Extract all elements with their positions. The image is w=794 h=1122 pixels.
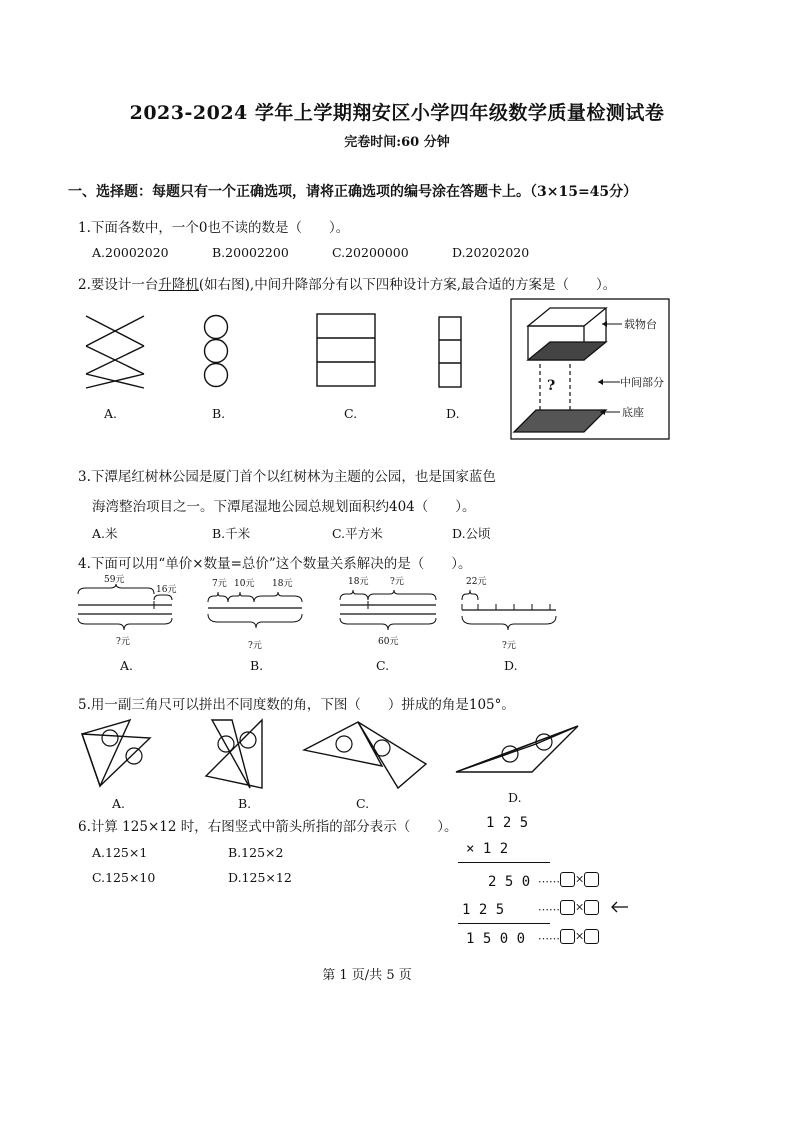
blank-box[interactable] [584, 929, 599, 944]
section-1-heading: 一、选择题：每题只有一个正确选项，请将正确选项的编号涂在答题卡上。（3×15=45分） [68, 184, 638, 200]
q2-label-b[interactable]: B. [212, 406, 226, 421]
q4-label-d[interactable]: D. [504, 658, 518, 673]
q4-label-c[interactable]: C. [376, 658, 390, 673]
q3-option-c[interactable]: C.平方米 [332, 526, 383, 541]
blank-box[interactable] [560, 929, 575, 944]
q2-label-a[interactable]: A. [104, 406, 118, 421]
q3-option-a[interactable]: A.米 [92, 526, 118, 541]
q6-stem: 6.计算 125×12 时，右图竖式中箭头所指的部分表示（ ）。 [78, 819, 458, 835]
q4-c-t1: 18元 [348, 577, 369, 587]
q4-a-bottom: ?元 [116, 637, 130, 647]
times-sign: × [575, 872, 585, 886]
q4-b-t1: 7元 [212, 579, 227, 589]
q4-b-t3: 18元 [272, 579, 293, 589]
q4-diagram-d [458, 572, 562, 656]
q6-option-c[interactable]: C.125×10 [92, 870, 156, 885]
q2-label-d[interactable]: D. [446, 406, 460, 421]
q2-figure-b [200, 315, 234, 389]
q2-figure-question: ? [547, 378, 556, 394]
q4-diagram-b [206, 572, 310, 656]
q2-figure-d [438, 316, 464, 390]
q2-stem-underlined: 升降机 [158, 277, 199, 293]
q3-line1: 3.下潭尾红树林公园是厦门首个以红树林为主题的公园，也是国家蓝色 [78, 469, 496, 485]
q4-b-t2: 10元 [234, 579, 255, 589]
calc-row-1-annotation [538, 872, 599, 887]
q5-stem: 5.用一副三角尺可以拼出不同度数的角，下图（ ）拼成的角是105°。 [78, 697, 515, 713]
q4-a-right: 16元 [156, 585, 177, 595]
q3-option-b[interactable]: B.千米 [212, 526, 251, 541]
q5-label-c[interactable]: C. [356, 796, 370, 811]
exam-time: 完卷时间:60 分钟 [344, 135, 450, 150]
times-sign: × [575, 929, 585, 943]
q5-figure-b [202, 716, 274, 794]
calc-row-multiplicand: 1 2 5 [486, 815, 529, 831]
q4-d-bottom: ?元 [502, 641, 516, 651]
q4-label-b[interactable]: B. [250, 658, 264, 673]
q5-label-d[interactable]: D. [508, 790, 522, 805]
calc-row-3-annotation [538, 929, 599, 944]
q6-option-b[interactable]: B.125×2 [228, 845, 284, 860]
q2-figure-c [316, 313, 378, 389]
q4-c-bottom: 60元 [378, 637, 399, 647]
blank-box[interactable] [560, 872, 575, 887]
q4-d-top: 22元 [466, 577, 487, 587]
q5-label-b[interactable]: B. [238, 796, 252, 811]
q2-figure-top-label: 载物台 [624, 318, 657, 331]
q4-b-bottom: ?元 [248, 641, 262, 651]
q4-diagram-c [338, 572, 442, 652]
q1-option-b[interactable]: B.20002200 [212, 245, 289, 260]
calc-row-product: 1 5 0 0 [466, 931, 526, 947]
q2-label-c[interactable]: C. [344, 406, 358, 421]
q4-a-top: 59元 [104, 575, 125, 585]
q5-label-a[interactable]: A. [112, 796, 126, 811]
q2-lift-figure [510, 298, 672, 442]
dots: …… [538, 872, 560, 886]
dots: …… [538, 929, 560, 943]
page-footer: 第 1 页/共 5 页 [322, 968, 412, 983]
q2-stem-a: 2.要设计一台 [78, 277, 159, 293]
q2-figure-base-label: 底座 [622, 406, 644, 419]
q3-option-d[interactable]: D.公顷 [452, 526, 491, 541]
q2-figure-a [82, 312, 152, 392]
q4-label-a[interactable]: A. [120, 658, 134, 673]
calc-row-multiplier: × 1 2 [466, 841, 509, 857]
calc-row-2-annotation [538, 900, 599, 915]
q4-c-t2: ?元 [390, 577, 404, 587]
q1-option-d[interactable]: D.20202020 [452, 245, 530, 260]
q2-stem-b: (如右图),中间升降部分有以下四种设计方案,最合适的方案是（ ）。 [198, 277, 617, 293]
blank-box[interactable] [584, 900, 599, 915]
q5-figure-c [302, 718, 432, 790]
exam-title: 2023-2024 学年上学期翔安区小学四年级数学质量检测试卷 [129, 102, 665, 124]
q6-option-a[interactable]: A.125×1 [92, 845, 148, 860]
calc-line-1 [458, 862, 550, 863]
q1-stem: 1.下面各数中，一个0也不读的数是（ ）。 [78, 220, 350, 236]
q3-line2: 海湾整治项目之一。下潭尾湿地公园总规划面积约404（ ）。 [92, 499, 476, 515]
calc-row-partial-2: 1 2 5 [462, 902, 505, 918]
q1-option-c[interactable]: C.20200000 [332, 245, 409, 260]
q5-figure-d [454, 722, 584, 778]
calc-row-partial-1: 2 5 0 [488, 874, 531, 890]
q2-figure-mid-label: 中间部分 [620, 376, 664, 389]
q4-stem: 4.下面可以用“单价×数量=总价”这个数量关系解决的是（ ）。 [78, 556, 472, 572]
left-arrow-icon [610, 900, 630, 914]
times-sign: × [575, 900, 585, 914]
q4-diagram-a [76, 572, 178, 652]
q2-stem [78, 273, 616, 293]
q6-option-d[interactable]: D.125×12 [228, 870, 292, 885]
blank-box[interactable] [560, 900, 575, 915]
calc-line-2 [458, 923, 550, 924]
q5-figure-a [78, 718, 158, 790]
q1-option-a[interactable]: A.20002020 [92, 245, 169, 260]
blank-box[interactable] [584, 872, 599, 887]
dots: …… [538, 900, 560, 914]
